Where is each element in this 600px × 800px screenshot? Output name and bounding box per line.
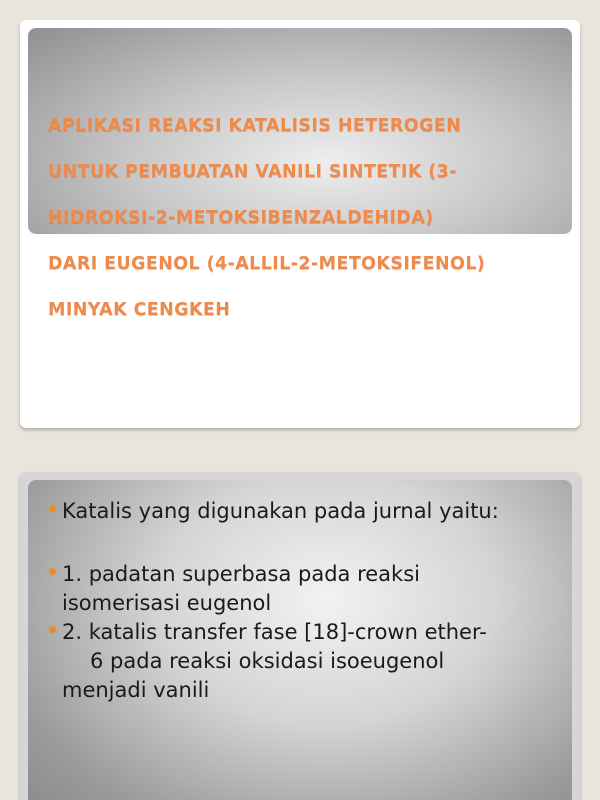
item-2-line-2: 6 pada reaksi oksidasi isoeugenol	[90, 649, 445, 673]
item-2-line-1: 2. katalis transfer fase [18]-crown ether-	[62, 620, 487, 644]
title-line: DARI EUGENOL (4-ALLIL-2-METOKSIFENOL)	[48, 254, 486, 274]
title-line: HIDROKSI-2-METOKSIBENZALDEHIDA)	[48, 208, 434, 228]
title-line: MINYAK CENGKEH	[48, 300, 231, 320]
intro-text: Katalis yang digunakan pada jurnal yaitu:	[62, 499, 499, 523]
slide-2	[20, 472, 580, 800]
item-1-line-1: 1. padatan superbasa pada reaksi	[62, 562, 420, 586]
content-box	[28, 480, 572, 800]
item-1-line-2: isomerisasi eugenol	[62, 591, 272, 615]
bullet-dot-icon	[49, 626, 56, 633]
bullet-dot-icon	[49, 568, 56, 575]
title-box	[28, 28, 572, 320]
slide-1	[20, 20, 580, 428]
title-line: APLIKASI REAKSI KATALISIS HETEROGEN	[48, 116, 462, 136]
title-line: UNTUK PEMBUATAN VANILI SINTETIK (3-	[48, 162, 457, 182]
item-2-line-3: menjadi vanili	[62, 678, 210, 702]
bullet-dot-icon	[49, 505, 56, 512]
slide-title	[48, 92, 558, 345]
